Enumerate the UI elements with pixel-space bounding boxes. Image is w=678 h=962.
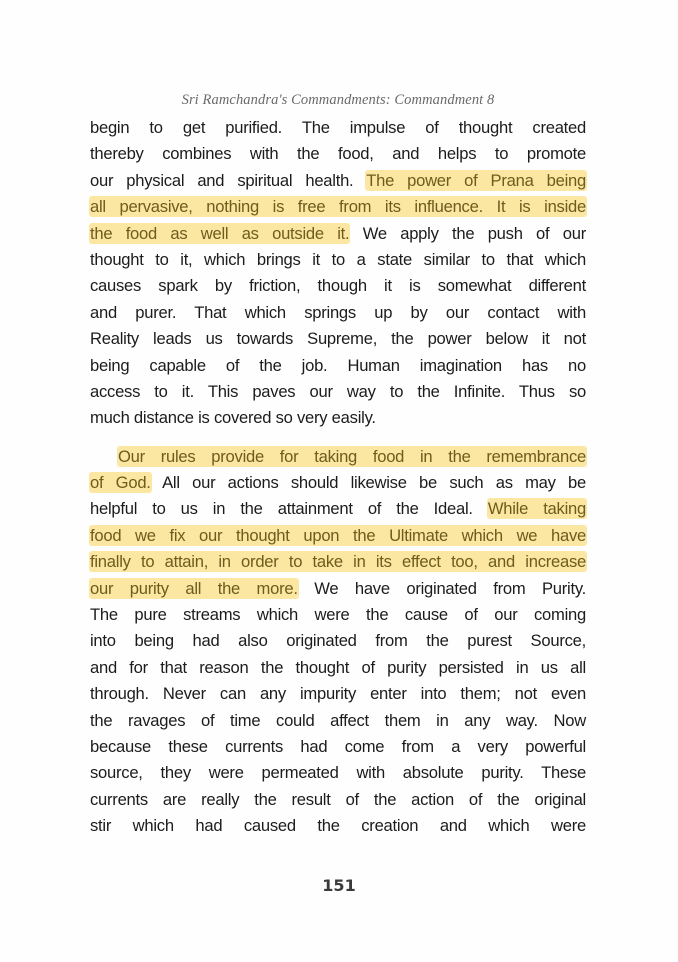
running-header: Sri Ramchandra's Commandments: Commandment 8 [181,92,495,108]
text-segment: our physical and spiritual health. [90,170,367,190]
text-line [90,760,586,786]
text-line [90,326,586,352]
highlighted-text: finally to attain, in order to take in its effect too, and increase [90,552,586,572]
text-line [90,576,586,602]
text-segment: the ravages of time could affect them in any way. Now [90,710,586,730]
text-segment: being capable of the job. Human imagination has no [90,355,586,375]
highlighted-text: of God. [90,473,151,493]
text-line [90,194,586,220]
text-segment: helpful to us in the attainment of the Ideal. [90,499,488,519]
text-line [90,470,586,496]
text-line [90,247,586,273]
text-segment: and for that reason the thought of purity persisted in us all [90,657,586,677]
paragraph [90,444,586,840]
text-line [90,221,586,247]
paragraph [90,115,586,432]
text-segment: stir which had caused the creation and which were [90,816,586,836]
text-segment: thought to it, which brings it to a state similar to that which [90,249,586,269]
text-line [90,168,586,194]
highlighted-text: all pervasive, nothing is free from its influence. It is inside [90,197,586,217]
text-line [90,353,586,379]
text-line [90,405,586,431]
text-segment: into being had also originated from the purest Source, [90,631,586,651]
text-segment: Reality leads us towards Supreme, the power below it not [90,329,586,349]
text-segment: The pure streams which were the cause of our coming [90,605,586,625]
highlighted-text: the food as well as outside it. [90,223,350,243]
text-segment: because these currents had come from a very powerful [90,736,586,756]
text-segment: through. Never can any impurity enter into them; not even [90,684,586,704]
text-line [90,655,586,681]
text-line [90,141,586,167]
text-line [90,523,586,549]
highlighted-text: Our rules provide for taking food in the remembrance [118,446,586,466]
body-text [90,115,586,840]
text-segment: causes spark by friction, though it is somewhat different [90,276,586,296]
text-segment: We have originated from Purity. [297,578,586,598]
text-segment: We apply the push of our [349,223,586,243]
text-segment: access to it. This paves our way to the Infinite. Thus so [90,381,586,401]
text-segment: and purer. That which springs up by our contact with [90,302,586,322]
text-line [90,273,586,299]
text-line [90,708,586,734]
text-line [90,681,586,707]
highlighted-text: our purity all the more. [90,578,298,598]
highlighted-text: food we fix our thought upon the Ultimate which we have [90,525,586,545]
text-line [90,734,586,760]
text-segment: thereby combines with the food, and helps to promote [90,144,586,164]
text-line [90,444,586,470]
highlighted-text: While taking [487,499,586,519]
text-line [90,628,586,654]
text-line [90,813,586,839]
text-line [90,300,586,326]
text-line [90,787,586,813]
paragraph-gap [90,432,586,444]
text-line [90,549,586,575]
text-segment: begin to get purified. The impulse of thought created [90,118,586,137]
page-number: 151 [322,876,356,895]
text-segment: currents are really the result of the action of the original [90,789,586,809]
text-segment: All our actions should likewise be such as may be [150,473,586,493]
text-line [90,602,586,628]
text-segment: much distance is covered so very easily. [90,408,376,428]
text-line [90,379,586,405]
highlighted-text: The power of Prana being [366,170,587,190]
text-line [90,115,586,141]
text-line [90,496,586,522]
text-segment: source, they were permeated with absolute purity. These [90,763,586,783]
